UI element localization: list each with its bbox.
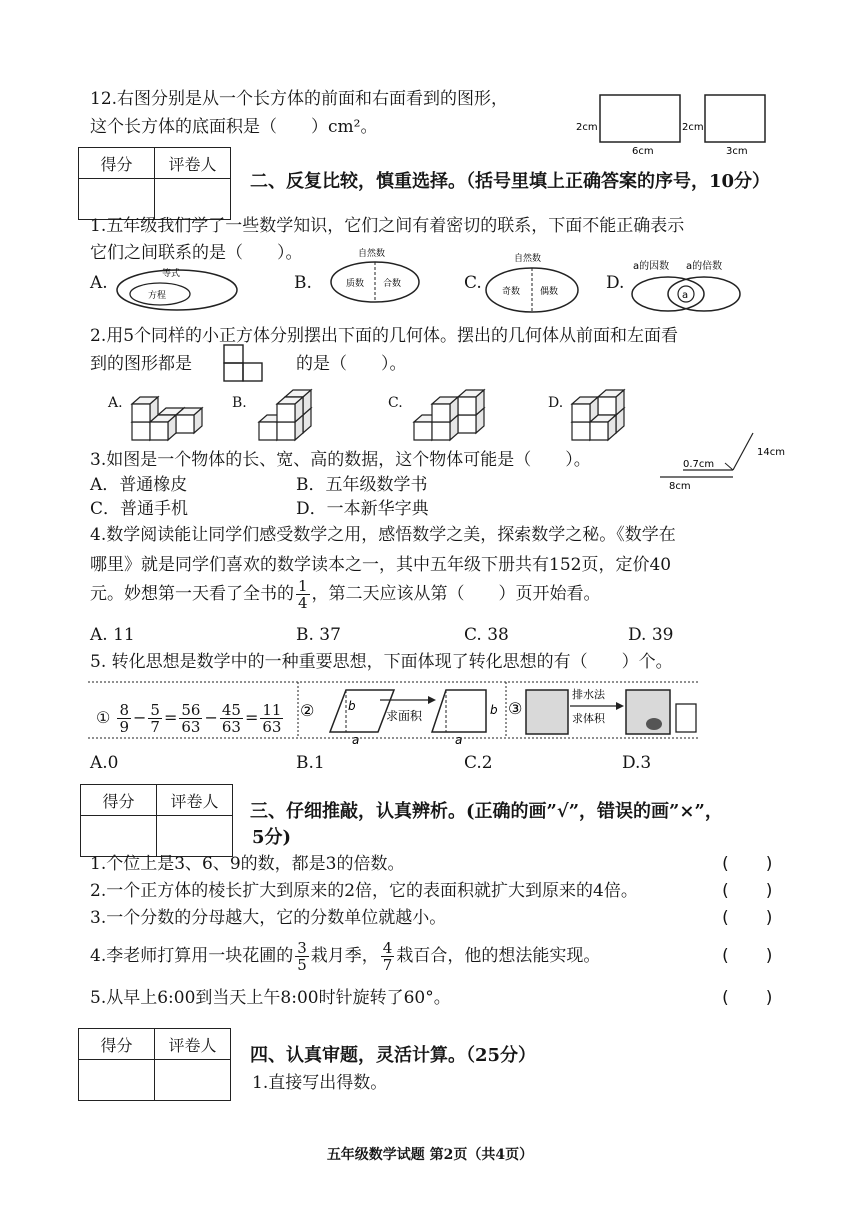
svg-text:a的倍数: a的倍数 bbox=[686, 261, 723, 272]
svg-text:方程: 方程 bbox=[148, 291, 167, 301]
score-table-3 bbox=[78, 1028, 231, 1101]
s3-item4: 4.李老师打算用一块花圃的 $\frac{3}{5}$ 栽月季， $\frac{4}{7}$ 栽百合，他的想法能实现。 bbox=[90, 939, 601, 974]
grader-cell[interactable] bbox=[155, 179, 231, 220]
s2-q1-line1: 1.五年级我们学了一些数学知识，它们之间有着密切的联系，下面不能正确表示 bbox=[90, 216, 685, 236]
s2-q2-label-b: B. bbox=[232, 395, 247, 411]
s3-answer-1[interactable]: ( ) bbox=[720, 854, 775, 874]
section2-title: 二、反复比较，慎重选择。（括号里填上正确答案的序号，10分） bbox=[250, 171, 771, 192]
s2-q3-opt-d: D．一本新华字典 bbox=[296, 499, 429, 519]
s2-q1-label-a: A. bbox=[90, 273, 108, 293]
s2-q3-opt-b: B．五年级数学书 bbox=[296, 475, 428, 495]
svg-text:等式: 等式 bbox=[162, 269, 181, 279]
s3-item5: 5.从早上6:00到当天上午8:00时针旋转了60°。 bbox=[90, 988, 451, 1008]
s2-q2-line2a: 到的图形都是 bbox=[90, 354, 192, 374]
grader-cell[interactable] bbox=[157, 816, 233, 857]
svg-text:排水法: 排水法 bbox=[572, 688, 605, 701]
s2-q2-label-a: A. bbox=[108, 395, 123, 411]
svg-text:②: ② bbox=[300, 701, 315, 720]
q5-displacement-figure bbox=[508, 684, 703, 740]
s2-q5-opt-c: C.2 bbox=[464, 753, 493, 773]
score-cell[interactable] bbox=[79, 179, 155, 220]
grader-cell[interactable] bbox=[155, 1060, 231, 1101]
cube-figure-c bbox=[410, 380, 480, 442]
q2-view-figure bbox=[220, 343, 270, 385]
s2-q3-line1: 3.如图是一个物体的长、宽、高的数据，这个物体可能是（ ）。 bbox=[90, 450, 591, 470]
s3-answer-5[interactable]: ( ) bbox=[720, 988, 775, 1008]
s2-q2-label-d: D. bbox=[548, 395, 564, 411]
venn-b bbox=[328, 247, 428, 307]
s2-q5-opt-b: B.1 bbox=[296, 753, 325, 773]
grader-label: 评卷人 bbox=[157, 785, 233, 816]
svg-text:自然数: 自然数 bbox=[358, 249, 386, 259]
s2-q3-opt-a: A．普通橡皮 bbox=[90, 475, 188, 495]
svg-text:奇数: 奇数 bbox=[502, 287, 521, 297]
q12-right-w: 3cm bbox=[726, 146, 748, 157]
q5-parallelogram-figure bbox=[300, 684, 505, 747]
svg-text:求体积: 求体积 bbox=[572, 712, 605, 725]
score-cell[interactable] bbox=[79, 1060, 155, 1101]
svg-text:14cm: 14cm bbox=[757, 447, 785, 458]
score-table-1 bbox=[78, 147, 231, 220]
cube-figure-b bbox=[255, 380, 325, 442]
s3-answer-2[interactable]: ( ) bbox=[720, 881, 775, 901]
s3-item2: 2.一个正方体的棱长扩大到原来的2倍，它的表面积就扩大到原来的4倍。 bbox=[90, 881, 638, 901]
q12-figure bbox=[570, 90, 790, 160]
s2-q4-line3 bbox=[90, 578, 601, 611]
svg-text:合数: 合数 bbox=[383, 279, 402, 289]
q12-front-w: 6cm bbox=[632, 146, 654, 157]
s2-q3-opt-c: C．普通手机 bbox=[90, 499, 189, 519]
grader-label: 评卷人 bbox=[155, 148, 231, 179]
section4-sub1: 1.直接写出得数。 bbox=[252, 1073, 388, 1093]
s2-q5-line1: 5. 转化思想是数学中的一种重要思想，下面体现了转化思想的有（ ）个。 bbox=[90, 652, 673, 672]
fraction-one-quarter: $\frac{1}{4}$ bbox=[298, 577, 308, 612]
score-cell[interactable] bbox=[81, 816, 157, 857]
svg-text:a: a bbox=[352, 733, 360, 747]
s2-q4-line1: 4.数学阅读能让同学们感受数学之用，感悟数学之美，探索数学之秘。《数学在 bbox=[90, 525, 676, 545]
section4-title: 四、认真审题，灵活计算。（25分） bbox=[250, 1045, 537, 1066]
s2-q4-opt-b: B. 37 bbox=[296, 625, 341, 645]
venn-c bbox=[484, 252, 584, 314]
svg-text:质数: 质数 bbox=[346, 279, 365, 289]
s2-q2-line1: 2.用5个同样的小正方体分别摆出下面的几何体。摆出的几何体从前面和左面看 bbox=[90, 326, 679, 346]
venn-a bbox=[112, 262, 242, 312]
svg-text:a: a bbox=[682, 290, 689, 301]
s2-q1-label-b: B. bbox=[294, 273, 312, 293]
q3-dimension-figure bbox=[655, 425, 795, 495]
s3-item3: 3.一个分数的分母越大，它的分数单位就越小。 bbox=[90, 908, 447, 928]
s2-q5-opt-d: D.3 bbox=[622, 753, 652, 773]
svg-text:偶数: 偶数 bbox=[540, 287, 559, 297]
q12-line1: 12.右图分别是从一个长方体的前面和右面看到的图形， bbox=[90, 89, 509, 109]
s2-q4-opt-a: A. 11 bbox=[90, 625, 135, 645]
score-table-2 bbox=[80, 784, 233, 857]
svg-text:③: ③ bbox=[508, 699, 523, 718]
svg-text:b: b bbox=[348, 699, 356, 713]
svg-text:b: b bbox=[490, 703, 498, 717]
svg-text:求面积: 求面积 bbox=[386, 709, 423, 723]
s3-answer-3[interactable]: ( ) bbox=[720, 908, 775, 928]
s2-q4-line2: 哪里》就是同学们喜欢的数学读本之一，其中五年级下册共有152页，定价40 bbox=[90, 555, 672, 575]
svg-text:自然数: 自然数 bbox=[514, 254, 542, 264]
s2-q2-line2b: 的是（ ）。 bbox=[296, 354, 407, 374]
s2-q4-opt-c: C. 38 bbox=[464, 625, 509, 645]
s2-q4-line3a: 元。妙想第一天看了全书的 bbox=[90, 584, 294, 604]
s2-q2-label-c: C. bbox=[388, 395, 403, 411]
q5-item1: ① $\frac{8}{9}$ − $\frac{5}{7}$ = $\frac{56}{63}$ − $\frac{45}{63}$ = $\frac{11}{63}$ bbox=[96, 701, 282, 736]
svg-text:a: a bbox=[455, 733, 463, 747]
score-label: 得分 bbox=[79, 148, 155, 179]
venn-d bbox=[630, 258, 745, 316]
svg-text:8cm: 8cm bbox=[669, 481, 691, 492]
grader-label: 评卷人 bbox=[155, 1029, 231, 1060]
score-label: 得分 bbox=[79, 1029, 155, 1060]
q12-line2: 这个长方体的底面积是（ ）cm²。 bbox=[90, 117, 378, 137]
cube-figure-d bbox=[568, 380, 638, 442]
s2-q1-label-d: D. bbox=[606, 273, 625, 293]
s2-q4-line3b: ，第二天应该从第（ ）页开始看。 bbox=[311, 584, 601, 604]
s3-item1: 1.个位上是3、6、9的数，都是3的倍数。 bbox=[90, 854, 405, 874]
q12-front-h: 2cm bbox=[576, 122, 598, 133]
q12-right-h: 2cm bbox=[682, 122, 704, 133]
s2-q1-label-c: C. bbox=[464, 273, 482, 293]
cube-figure-a bbox=[128, 380, 198, 442]
s2-q1-line2: 它们之间联系的是（ ）。 bbox=[90, 243, 303, 263]
section3-title2: 5分) bbox=[252, 827, 292, 848]
s2-q4-opt-d: D. 39 bbox=[628, 625, 674, 645]
section3-title1: 三、仔细推敲，认真辨析。(正确的画”√”，错误的画”×”， bbox=[250, 801, 723, 822]
s2-q5-opt-a: A.0 bbox=[90, 753, 119, 773]
score-label: 得分 bbox=[81, 785, 157, 816]
s3-answer-4[interactable]: ( ) bbox=[720, 946, 775, 966]
svg-text:a的因数: a的因数 bbox=[633, 261, 670, 272]
page-footer: 五年级数学试题 第2页（共4页） bbox=[326, 1147, 534, 1163]
svg-text:0.7cm: 0.7cm bbox=[683, 459, 715, 470]
